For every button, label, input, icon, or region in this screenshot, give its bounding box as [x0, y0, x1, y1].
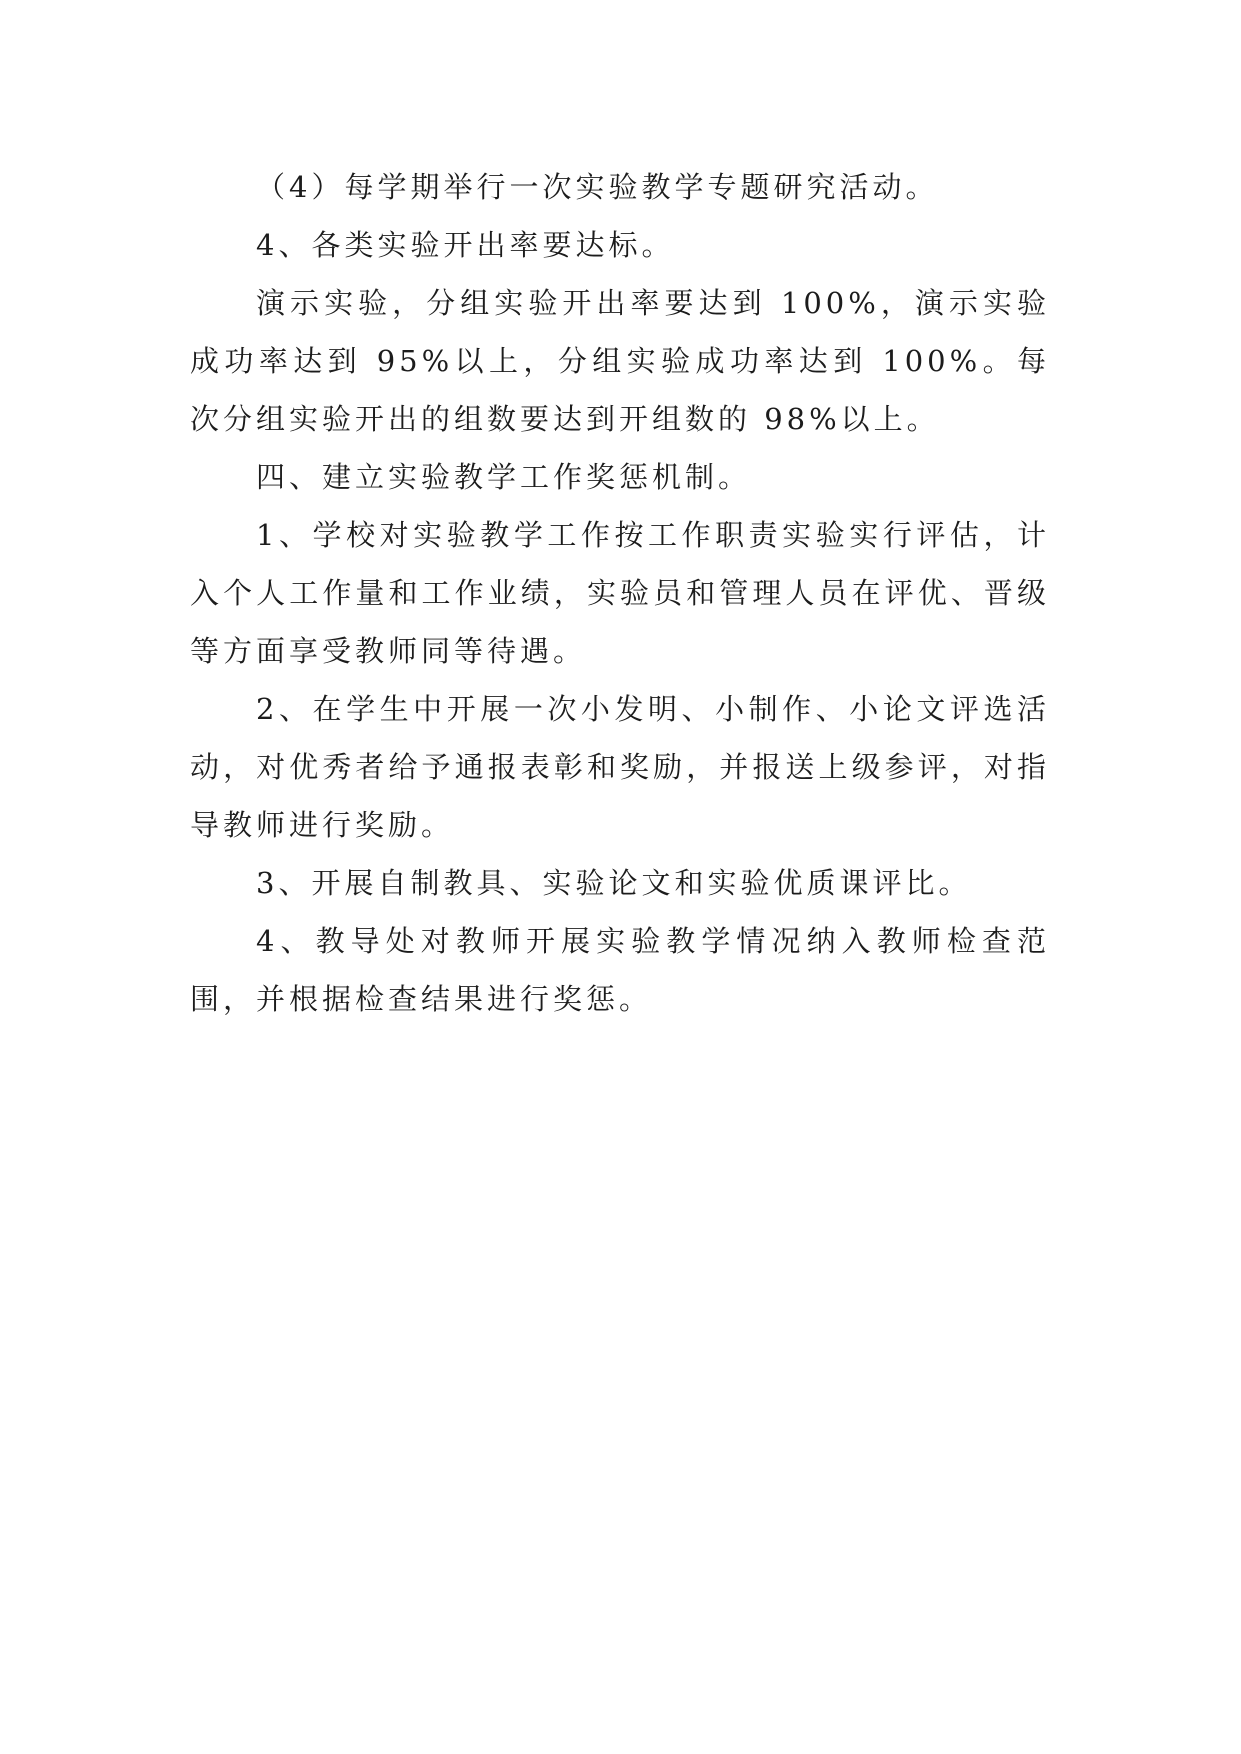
paragraph-inspection: 4、教导处对教师开展实验教学情况纳入教师检查范围，并根据检查结果进行奖惩。	[190, 924, 1050, 1016]
paragraph-section-four-heading: 四、建立实验教学工作奖惩机制。	[256, 460, 752, 494]
paragraph-teaching-aids: 3、开展自制教具、实验论文和实验优质课评比。	[256, 866, 972, 900]
paragraph-experiment-rate-heading: 4、各类实验开出率要达标。	[256, 228, 675, 262]
document-body	[190, 158, 1050, 1028]
paragraph-experiment-rate-detail: 演示实验，分组实验开出率要达到 100%，演示实验成功率达到 95%以上，分组实验成功率达到 100%。每次分组实验开出的组数要达到开组数的 98%以上。	[190, 286, 1050, 436]
paragraph-seminar: （4）每学期举行一次实验教学专题研究活动。	[256, 170, 939, 204]
paragraph-evaluation: 1、学校对实验教学工作按工作职责实验实行评估，计入个人工作量和工作业绩，实验员和管理人员在评优、晋级等方面享受教师同等待遇。	[190, 518, 1050, 668]
paragraph-student-activities: 2、在学生中开展一次小发明、小制作、小论文评选活动，对优秀者给予通报表彰和奖励，并报送上级参评，对指导教师进行奖励。	[190, 692, 1050, 842]
